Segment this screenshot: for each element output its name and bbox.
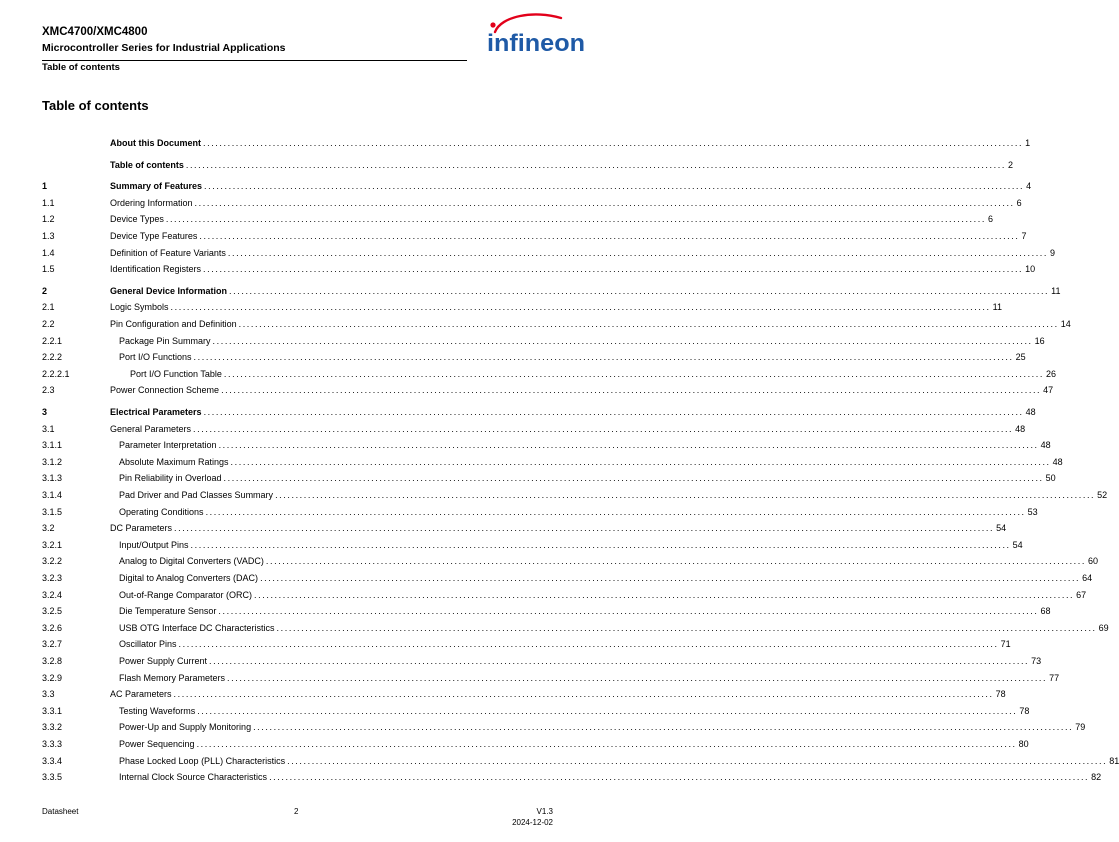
toc-page-number: 50: [1045, 473, 1056, 484]
toc-leader-dots: ........................................................................................................................................................................................................: [203, 264, 1024, 275]
toc-row[interactable]: [42, 229, 1027, 243]
toc-leader-dots: ........................................................................................................................................................................................................: [221, 385, 1042, 396]
toc-number: 1.4: [42, 247, 55, 258]
toc-label[interactable]: Port I/O Functions: [119, 352, 192, 363]
logo-dot: [490, 22, 495, 27]
toc-leader-dots: ........................................................................................................................................................................................................: [265, 556, 1086, 567]
toc-number: 3.3: [42, 689, 55, 700]
toc-row[interactable]: [42, 350, 1026, 364]
toc-number: 2: [42, 285, 48, 296]
toc-label[interactable]: Ordering Information: [110, 197, 193, 208]
toc-leader-dots: ........................................................................................................................................................................................................: [203, 138, 1024, 148]
toc-row[interactable]: [42, 720, 1086, 734]
toc-row[interactable]: [42, 405, 1036, 419]
toc-leader-dots: ........................................................................................................................................................................................................: [227, 672, 1048, 683]
footer-page-number: 2: [294, 807, 299, 816]
toc-page-number: 1: [1025, 138, 1031, 148]
toc-leader-dots: ........................................................................................................................................................................................................: [165, 214, 986, 225]
toc-leader-dots: ........................................................................................................................................................................................................: [205, 506, 1026, 517]
toc-number: 2.1: [42, 302, 55, 313]
toc-label[interactable]: Power-Up and Supply Monitoring: [119, 722, 252, 733]
toc-number: 3.3.4: [42, 755, 63, 766]
toc-page-number: 48: [1015, 423, 1026, 434]
toc-number: 3.2.6: [42, 622, 63, 633]
toc-number: 3.2.5: [42, 606, 63, 617]
toc-label[interactable]: Die Temperature Sensor: [119, 606, 217, 617]
toc-page-number: 82: [1091, 772, 1102, 783]
toc-page-number: 48: [1025, 407, 1036, 417]
toc-number: 3.1.2: [42, 456, 63, 467]
toc-number: 3.1.3: [42, 473, 63, 484]
toc-page-number: 54: [1012, 539, 1023, 550]
toc-number: 3.2.3: [42, 573, 63, 583]
toc-row[interactable]: [42, 737, 1029, 751]
toc-row[interactable]: [42, 246, 1056, 260]
toc-number: 1.5: [42, 264, 55, 275]
toc-leader-dots: ........................................................................................................................................................................................................: [229, 285, 1050, 296]
toc-row[interactable]: [42, 317, 1071, 331]
footer-date: 2024-12-02: [512, 818, 553, 827]
toc-label[interactable]: Device Types: [110, 214, 164, 225]
toc-label[interactable]: DC Parameters: [110, 523, 173, 534]
toc-leader-dots: ........................................................................................................................................................................................................: [174, 523, 995, 534]
toc-label[interactable]: Parameter Interpretation: [119, 440, 217, 451]
toc-page-number: 11: [992, 302, 1002, 313]
toc-label[interactable]: Input/Output Pins: [119, 539, 189, 550]
toc-label[interactable]: Analog to Digital Converters (VADC): [119, 556, 264, 567]
toc-leader-dots: ........................................................................................................................................................................................................: [199, 231, 1020, 241]
toc-label[interactable]: Electrical Parameters: [110, 407, 202, 417]
toc-number: 3.2.2: [42, 556, 63, 567]
toc-row[interactable]: [42, 637, 1011, 651]
toc-page-number: 7: [1021, 231, 1027, 241]
toc-row[interactable]: [42, 687, 1006, 701]
toc-number: 3.3.5: [42, 772, 63, 783]
toc-row[interactable]: [42, 158, 1013, 172]
toc-leader-dots: ........................................................................................................................................................................................................: [212, 335, 1033, 346]
toc-page-number: 67: [1076, 589, 1087, 600]
toc-row[interactable]: [42, 554, 1099, 568]
toc-row[interactable]: [42, 704, 1030, 718]
toc-leader-dots: ........................................................................................................................................................................................................: [218, 440, 1039, 451]
toc-row[interactable]: [42, 505, 1038, 519]
toc-label[interactable]: Digital to Analog Converters (DAC): [119, 573, 259, 583]
toc-row[interactable]: [42, 136, 1031, 150]
toc-leader-dots: ........................................................................................................................................................................................................: [276, 622, 1097, 633]
toc-page-number: 16: [1034, 335, 1045, 346]
toc-page-number: 78: [995, 689, 1006, 700]
toc-number: 3.2.4: [42, 589, 63, 600]
toc-number: 3.2: [42, 523, 55, 534]
toc-label[interactable]: Oscillator Pins: [119, 639, 177, 650]
toc-row[interactable]: [42, 754, 1119, 768]
toc-leader-dots: ........................................................................................................................................................................................................: [193, 423, 1014, 434]
toc-leader-dots: ........................................................................................................................................................................................................: [173, 689, 994, 700]
toc-number: 1.3: [42, 231, 55, 241]
toc-leader-dots: ........................................................................................................................................................................................................: [260, 573, 1081, 583]
toc-page-number: 60: [1088, 556, 1099, 567]
toc-number: 2.3: [42, 385, 55, 396]
toc-row[interactable]: [42, 262, 1036, 276]
toc-row[interactable]: [42, 588, 1087, 602]
toc-number: 3.2.1: [42, 539, 63, 550]
toc-row[interactable]: [42, 621, 1109, 635]
toc-number: 3.2.7: [42, 639, 63, 650]
toc-page-number: 80: [1018, 739, 1029, 749]
toc-label[interactable]: AC Parameters: [110, 689, 172, 700]
toc-row[interactable]: [42, 671, 1060, 685]
toc-row[interactable]: [42, 604, 1051, 618]
infineon-logo: [479, 12, 589, 62]
toc-row[interactable]: [42, 284, 1061, 298]
toc-page-number: 69: [1098, 622, 1109, 633]
toc-leader-dots: ........................................................................................................................................................................................................: [238, 319, 1059, 329]
toc-leader-dots: ........................................................................................................................................................................................................: [178, 639, 999, 650]
toc-label[interactable]: Operating Conditions: [119, 506, 204, 517]
footer-version: V1.3: [536, 807, 553, 816]
toc-leader-dots: ........................................................................................................................................................................................................: [194, 197, 1015, 208]
toc-number: 2.2: [42, 319, 55, 329]
document-subtitle: Microcontroller Series for Industrial Applications: [42, 42, 286, 54]
toc-number: 3.2.8: [42, 656, 63, 666]
toc-row[interactable]: [42, 521, 1007, 535]
toc-number: 3.3.3: [42, 739, 63, 749]
toc-label[interactable]: Testing Waveforms: [119, 705, 196, 716]
toc-row[interactable]: [42, 571, 1093, 585]
toc-label[interactable]: Summary of Features: [110, 181, 203, 192]
toc-number: 2.2.2.1: [42, 368, 70, 379]
document-title: XMC4700/XMC4800: [42, 26, 148, 38]
toc-page-number: 73: [1031, 656, 1042, 666]
toc-page-number: 79: [1075, 722, 1086, 733]
logo-text: infineon: [487, 30, 585, 57]
toc-page-number: 11: [1051, 285, 1061, 296]
toc-label[interactable]: Pin Reliability in Overload: [119, 473, 222, 484]
toc-page-number: 6: [1016, 197, 1022, 208]
toc-leader-dots: ........................................................................................................................................................................................................: [204, 181, 1025, 192]
toc-label[interactable]: Logic Symbols: [110, 302, 169, 313]
toc-page-number: 77: [1049, 672, 1060, 683]
toc-leader-dots: ........................................................................................................................................................................................................: [197, 705, 1018, 716]
toc-label[interactable]: General Parameters: [110, 423, 192, 434]
toc-number: 3.1.4: [42, 490, 63, 500]
toc-leader-dots: ........................................................................................................................................................................................................: [190, 539, 1011, 550]
toc-leader-dots: ........................................................................................................................................................................................................: [227, 247, 1049, 258]
toc-page-number: 6: [987, 214, 993, 225]
toc-label[interactable]: Power Supply Current: [119, 656, 208, 666]
toc-page-number: 9: [1050, 247, 1056, 258]
toc-page-number: 54: [996, 523, 1007, 534]
toc-page-number: 52: [1097, 490, 1108, 500]
toc-row[interactable]: [42, 422, 1026, 436]
toc-page-number: 64: [1082, 573, 1093, 583]
toc-label[interactable]: Package Pin Summary: [119, 335, 211, 346]
toc-label[interactable]: About this Document: [110, 138, 201, 148]
toc-leader-dots: ........................................................................................................................................................................................................: [287, 755, 1108, 766]
toc-row[interactable]: [42, 770, 1102, 784]
toc-page-number: 78: [1019, 705, 1030, 716]
toc-leader-dots: ........................................................................................................................................................................................................: [170, 302, 991, 313]
toc-leader-dots: ........................................................................................................................................................................................................: [209, 656, 1030, 666]
toc-label[interactable]: Definition of Feature Variants: [110, 247, 226, 258]
toc-row[interactable]: [42, 488, 1108, 502]
toc-label[interactable]: USB OTG Interface DC Characteristics: [119, 622, 275, 633]
toc-label[interactable]: Table of contents: [110, 159, 184, 170]
toc-leader-dots: ........................................................................................................................................................................................................: [196, 739, 1017, 749]
toc-page-number: 4: [1026, 181, 1032, 192]
page-heading: Table of contents: [42, 98, 149, 113]
toc-label[interactable]: Pad Driver and Pad Classes Summary: [119, 490, 274, 500]
toc-leader-dots: ........................................................................................................................................................................................................: [218, 606, 1039, 617]
toc-row[interactable]: [42, 334, 1045, 348]
toc-label[interactable]: Power Sequencing: [119, 739, 195, 749]
toc-row[interactable]: [42, 196, 1022, 210]
header-rule: [42, 60, 467, 61]
toc-page-number: 47: [1043, 385, 1054, 396]
toc-label[interactable]: Power Connection Scheme: [110, 385, 220, 396]
toc-leader-dots: ........................................................................................................................................................................................................: [185, 159, 1006, 170]
footer-doc-type: Datasheet: [42, 807, 79, 816]
toc-page-number: 14: [1060, 319, 1071, 329]
toc-page-number: 48: [1052, 456, 1063, 467]
toc-page-number: 25: [1015, 352, 1026, 363]
toc-label[interactable]: General Device Information: [110, 285, 228, 296]
toc-page-number: 10: [1025, 264, 1036, 275]
toc-number: 1.2: [42, 214, 55, 225]
toc-row[interactable]: [42, 212, 993, 226]
toc-number: 1.1: [42, 197, 55, 208]
toc-row[interactable]: [42, 367, 1057, 381]
toc-page-number: 53: [1027, 506, 1038, 517]
toc-label[interactable]: Flash Memory Parameters: [119, 672, 226, 683]
toc-row[interactable]: [42, 654, 1042, 668]
toc-row[interactable]: [42, 438, 1051, 452]
toc-number: 3.3.1: [42, 705, 63, 716]
toc-leader-dots: ........................................................................................................................................................................................................: [223, 473, 1044, 484]
toc-row[interactable]: [42, 471, 1056, 485]
toc-number: 3: [42, 407, 48, 417]
toc-row[interactable]: [42, 383, 1054, 397]
toc-number: 2.2.2: [42, 352, 63, 363]
toc-leader-dots: ........................................................................................................................................................................................................: [253, 722, 1074, 733]
toc-number: 3.1.1: [42, 440, 63, 451]
toc-page-number: 2: [1007, 159, 1013, 170]
toc-page-number: 48: [1040, 440, 1051, 451]
toc-leader-dots: ........................................................................................................................................................................................................: [269, 772, 1090, 783]
header-section-label: Table of contents: [42, 62, 120, 73]
toc-label[interactable]: Absolute Maximum Ratings: [119, 456, 229, 467]
toc-leader-dots: ........................................................................................................................................................................................................: [275, 490, 1096, 500]
toc-label[interactable]: Port I/O Function Table: [130, 368, 222, 379]
toc-label[interactable]: Phase Locked Loop (PLL) Characteristics: [119, 755, 286, 766]
toc-page-number: 81: [1109, 755, 1119, 766]
toc-page-number: 26: [1046, 368, 1057, 379]
toc-label[interactable]: Pin Configuration and Definition: [110, 319, 237, 329]
toc-row[interactable]: [42, 538, 1023, 552]
toc-leader-dots: ........................................................................................................................................................................................................: [223, 368, 1044, 379]
toc-label[interactable]: Internal Clock Source Characteristics: [119, 772, 268, 783]
toc-page-number: 71: [1000, 639, 1011, 650]
toc-number: 3.2.9: [42, 672, 63, 683]
toc-label[interactable]: Identification Registers: [110, 264, 202, 275]
toc-leader-dots: ........................................................................................................................................................................................................: [230, 456, 1051, 467]
toc-label[interactable]: Device Type Features: [110, 231, 198, 241]
toc-number: 2.2.1: [42, 335, 63, 346]
toc-label[interactable]: Out-of-Range Comparator (ORC): [119, 589, 253, 600]
toc-number: 3.1: [42, 423, 55, 434]
toc-leader-dots: ........................................................................................................................................................................................................: [254, 589, 1075, 600]
toc-row[interactable]: [42, 179, 1032, 193]
toc-leader-dots: ........................................................................................................................................................................................................: [203, 407, 1024, 417]
toc-number: 1: [42, 181, 48, 192]
toc-number: 3.1.5: [42, 506, 63, 517]
toc-leader-dots: ........................................................................................................................................................................................................: [193, 352, 1014, 363]
toc-row[interactable]: [42, 455, 1063, 469]
toc-row[interactable]: [42, 300, 1002, 314]
toc-page-number: 68: [1040, 606, 1051, 617]
toc-number: 3.3.2: [42, 722, 63, 733]
